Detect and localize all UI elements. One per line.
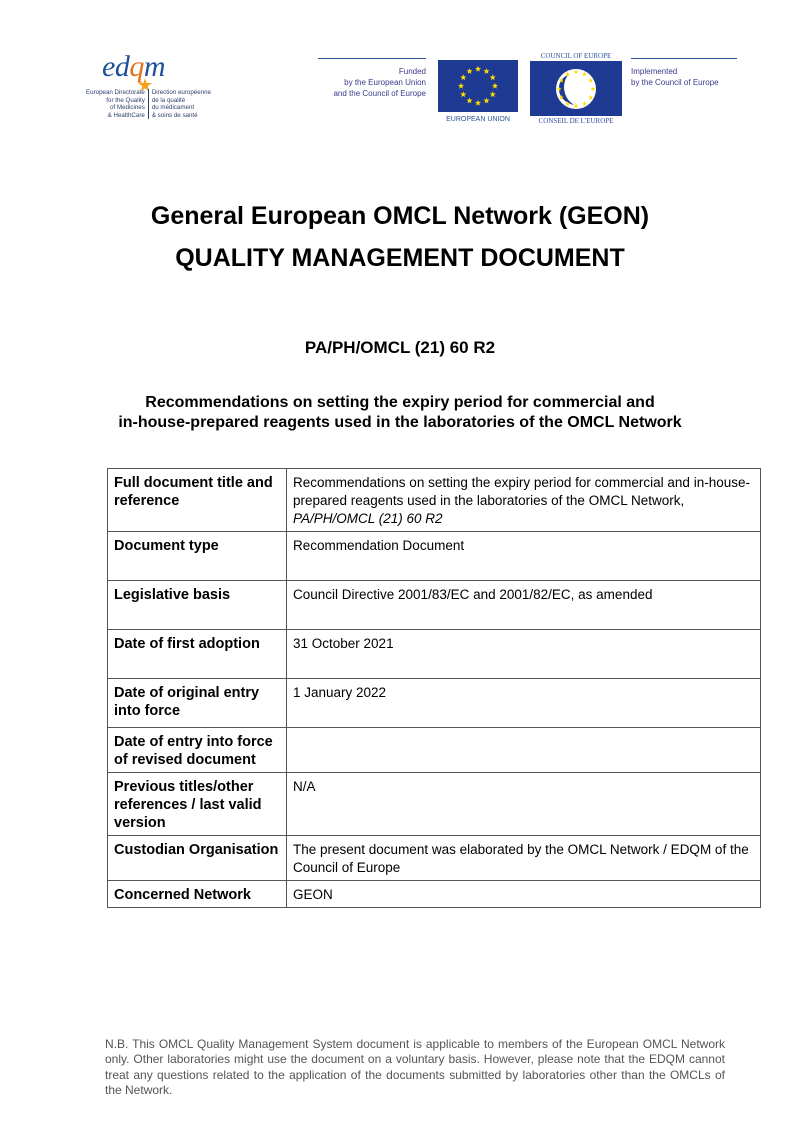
table-row bbox=[108, 773, 761, 836]
row-value: Council Directive 2001/83/EC and 2001/82/EC, as amended bbox=[287, 581, 761, 630]
network-title: General European OMCL Network (GEON) bbox=[150, 202, 650, 230]
edqm-logo bbox=[86, 50, 236, 130]
edqm-names bbox=[86, 89, 211, 119]
coe-emblem-icon bbox=[530, 61, 622, 116]
table-row bbox=[108, 881, 761, 908]
coe-caption-fr: CONSEIL DE L'EUROPE bbox=[538, 117, 614, 125]
funded-line-3: and the Council of Europe bbox=[333, 89, 426, 98]
row-value: The present document was elaborated by the OMCL Network / EDQM of the Council of Europe bbox=[287, 836, 761, 881]
funded-by-text bbox=[318, 58, 426, 99]
row-value-reference: PA/PH/OMCL (21) 60 R2 bbox=[293, 511, 443, 526]
funded-line-2: by the European Union bbox=[344, 78, 426, 87]
edqm-name-en-2: for the Quality bbox=[106, 96, 145, 104]
row-value bbox=[287, 469, 761, 532]
row-value: GEON bbox=[287, 881, 761, 908]
eu-caption: EUROPEAN UNION bbox=[446, 116, 510, 123]
implemented-by-text bbox=[631, 58, 737, 88]
subtitle-line-2: in-house-prepared reagents used in the laboratories of the OMCL Network bbox=[118, 414, 682, 431]
implemented-line-1: Implemented bbox=[631, 67, 678, 76]
document-reference: PA/PH/OMCL (21) 60 R2 bbox=[304, 338, 496, 357]
document-metadata-table bbox=[107, 468, 761, 908]
table-row bbox=[108, 469, 761, 532]
table-row bbox=[108, 836, 761, 881]
table-row bbox=[108, 630, 761, 679]
edqm-name-fr-3: du médicament bbox=[151, 104, 195, 112]
table-row bbox=[108, 532, 761, 581]
row-key: Date of first adoption bbox=[108, 630, 287, 679]
row-value: Recommendation Document bbox=[287, 532, 761, 581]
footer-disclaimer: N.B. This OMCL Quality Management System document is applicable to members of the European OMCL Network only. Other laboratories might use the document on a voluntary basis. However, please note that the EDQM cannot treat any questions related to the application of the documents submitted by laboratories other than the OMCLs of the Network. bbox=[105, 1037, 725, 1098]
row-value: N/A bbox=[287, 773, 761, 836]
eu-logo bbox=[438, 60, 518, 126]
row-key: Date of entry into force of revised document bbox=[108, 728, 287, 773]
edqm-wordmark: edqm bbox=[102, 50, 165, 83]
funded-line-1: Funded bbox=[398, 67, 426, 76]
edqm-name-en-3: of Medicines bbox=[110, 104, 145, 112]
eu-flag-icon bbox=[438, 60, 518, 112]
row-value bbox=[287, 728, 761, 773]
document-class-title: QUALITY MANAGEMENT DOCUMENT bbox=[175, 244, 625, 272]
table-row bbox=[108, 728, 761, 773]
document-subtitle bbox=[0, 393, 800, 433]
row-key: Full document title and reference bbox=[108, 469, 287, 532]
table-row bbox=[108, 679, 761, 728]
row-value: 31 October 2021 bbox=[287, 630, 761, 679]
row-key: Date of original entry into force bbox=[108, 679, 287, 728]
implemented-line-2: by the Council of Europe bbox=[631, 78, 719, 87]
edqm-name-en-4: & HealthCare bbox=[107, 111, 145, 119]
row-key: Concerned Network bbox=[108, 881, 287, 908]
edqm-name-fr-4: & soins de santé bbox=[151, 111, 198, 119]
row-key: Previous titles/other references / last valid version bbox=[108, 773, 287, 836]
edqm-name-en-1: European Directorate bbox=[86, 89, 145, 96]
edqm-name-fr-1: Direction européenne bbox=[151, 89, 211, 96]
subtitle-line-1: Recommendations on setting the expiry period for commercial and bbox=[145, 394, 655, 411]
table-row bbox=[108, 581, 761, 630]
row-key: Document type bbox=[108, 532, 287, 581]
coe-caption-en: COUNCIL OF EUROPE bbox=[540, 52, 612, 60]
council-of-europe-logo bbox=[530, 52, 622, 126]
row-key: Legislative basis bbox=[108, 581, 287, 630]
row-value: 1 January 2022 bbox=[287, 679, 761, 728]
edqm-name-fr-2: de la qualité bbox=[151, 96, 186, 104]
row-key: Custodian Organisation bbox=[108, 836, 287, 881]
row-value-text: Recommendations on setting the expiry period for commercial and in-house-prepared reagents used in the laboratories of the OMCL Network, bbox=[293, 475, 750, 508]
